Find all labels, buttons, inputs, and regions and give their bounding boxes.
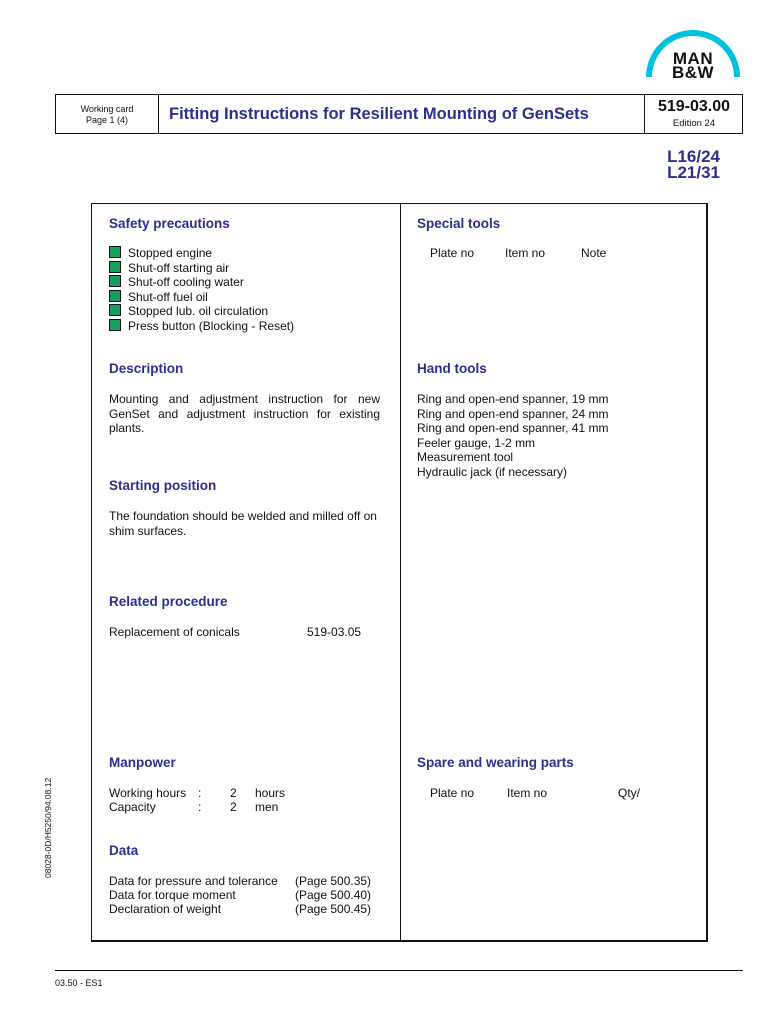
manpower-hours-value: 2 [230, 786, 237, 800]
safety-heading: Safety precautions [109, 216, 230, 231]
column-divider [400, 204, 401, 941]
footer-code: 03.50 - ES1 [55, 978, 103, 988]
manpower-sep: : [198, 786, 202, 800]
data-row-label: Data for pressure and tolerance [109, 874, 278, 888]
safety-item: Stopped engine [109, 246, 294, 261]
list-item: Hydraulic jack (if necessary) [417, 464, 568, 479]
header-box [55, 94, 743, 134]
description-heading: Description [109, 361, 184, 376]
manpower-heading: Manpower [109, 755, 176, 770]
man-bw-logo: MAN B&W [671, 49, 715, 82]
working-card-info: Working card Page 1 (4) [56, 95, 159, 133]
checkbox-icon [109, 290, 121, 302]
list-item: Feeler gauge, 1-2 mm [417, 435, 536, 450]
manpower-capacity-label: Capacity [109, 800, 156, 814]
starting-text: The foundation should be welded and milled off on shim surfaces. [109, 509, 377, 538]
hand-tools-list [417, 392, 608, 480]
safety-item: Shut-off fuel oil [109, 290, 294, 305]
manpower-hours-label: Working hours [109, 786, 187, 800]
manpower-capacity-unit: men [255, 800, 279, 814]
data-row-label: Data for torque moment [109, 888, 236, 902]
side-code: 08028-0D/H5250/94.08.12 [43, 777, 53, 878]
data-row-page: (Page 500.35) [295, 874, 372, 888]
data-row-label: Declaration of weight [109, 902, 222, 916]
special-tools-col-note: Note [581, 246, 607, 260]
checkbox-icon [109, 319, 121, 331]
safety-list [109, 246, 294, 334]
footer-divider [55, 970, 743, 971]
safety-item: Shut-off starting air [109, 261, 294, 276]
spare-col-item: Item no [507, 786, 548, 800]
data-heading: Data [109, 843, 139, 858]
starting-heading: Starting position [109, 478, 217, 493]
list-item: Ring and open-end spanner, 41 mm [417, 421, 609, 436]
engine-type-2: L21/31 [667, 163, 720, 182]
card-code: 519-03.00 [657, 98, 731, 115]
spare-col-qty: Qty/ [618, 786, 641, 800]
special-tools-heading: Special tools [417, 216, 501, 231]
safety-item: Press button (Blocking - Reset) [109, 319, 294, 334]
card-code-box [644, 95, 743, 133]
data-row-page: (Page 500.45) [295, 902, 372, 916]
manpower-hours-unit: hours [255, 786, 286, 800]
checkbox-icon [109, 304, 121, 316]
related-heading: Related procedure [109, 594, 228, 609]
checkbox-icon [109, 275, 121, 287]
spare-col-plate: Plate no [430, 786, 475, 800]
safety-item: Shut-off cooling water [109, 275, 294, 290]
list-item: Ring and open-end spanner, 24 mm [417, 406, 609, 421]
engine-type-1: L16/24 [667, 147, 720, 166]
data-row-page: (Page 500.40) [295, 888, 372, 902]
page-title: Fitting Instructions for Resilient Mounting of GenSets [169, 105, 589, 123]
hand-tools-heading: Hand tools [417, 361, 487, 376]
edition: Edition 24 [672, 118, 716, 129]
list-item: Ring and open-end spanner, 19 mm [417, 392, 609, 406]
related-ref: 519-03.05 [307, 625, 362, 639]
manpower-capacity-value: 2 [230, 800, 237, 814]
description-text: Mounting and adjustment instruction for new GenSet and adjustment instruction for existing plants. [109, 392, 380, 436]
list-item: Measurement tool [417, 450, 514, 465]
related-name: Replacement of conicals [109, 625, 240, 639]
manpower-sep: : [198, 800, 202, 814]
checkbox-icon [109, 261, 121, 273]
special-tools-col-item: Item no [505, 246, 546, 260]
content-box [91, 203, 708, 942]
special-tools-col-plate: Plate no [430, 246, 475, 260]
safety-item: Stopped lub. oil circulation [109, 304, 294, 319]
checkbox-icon [109, 246, 121, 258]
spare-heading: Spare and wearing parts [417, 755, 574, 770]
